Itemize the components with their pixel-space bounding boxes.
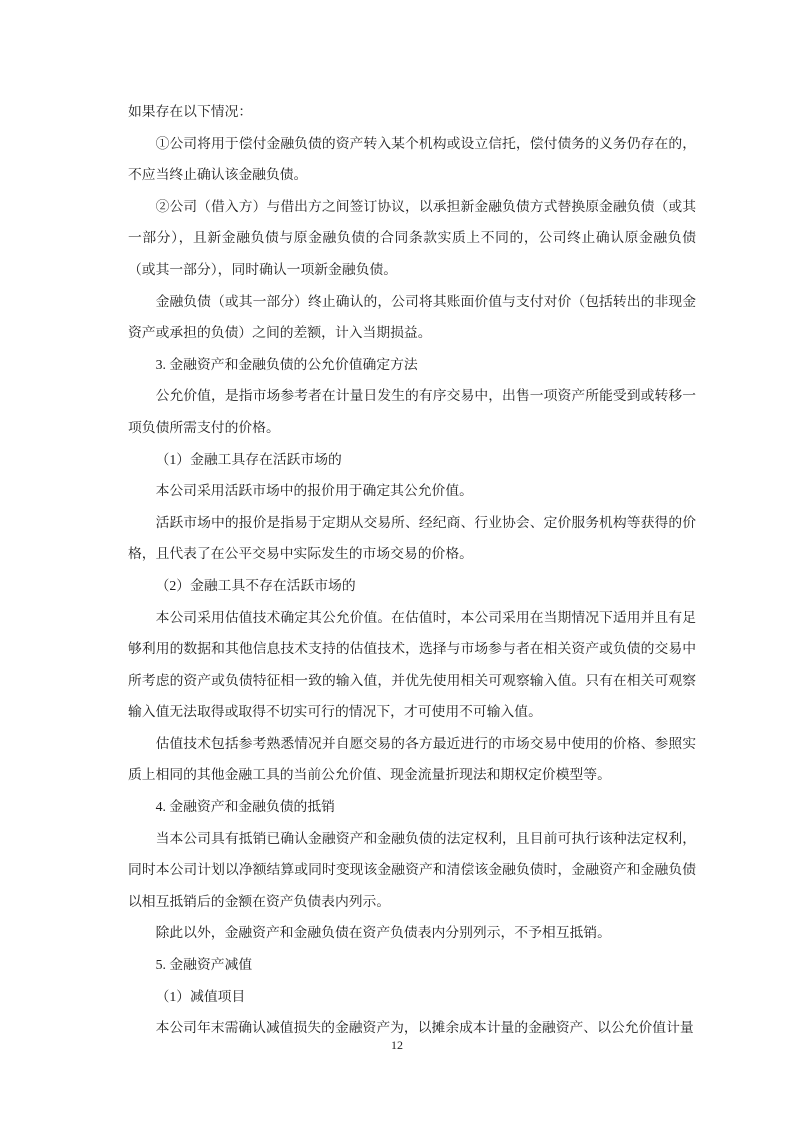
sub-heading: （2）金融工具不存在活跃市场的 [155,577,356,593]
paragraph: 本公司采用估值技术确定其公允价值。在估值时，本公司采用在当期情况下适用并且有足够利用的数据和其他信息技术支持的估值技术，选择与市场参与者在相关资产或负债的交易中所考虑的资产或负债特征相一致的输入值，并优先使用相关可观察输入值。只有在相关可观察输入值无法取得或取得不切实可行的情况下，才可使用不可输入值。 [128,609,696,720]
paragraph: 本公司采用活跃市场中的报价用于确定其公允价值。 [155,483,473,499]
paragraph: 当本公司具有抵销已确认金融资产和金融负债的法定权利，且目前可执行该种法定权利，同时本公司计划以净额结算或同时变现该金融资产和清偿该金融负债时，金融资产和金融负债以相互抵销后的金额在资产负债表内列示。 [128,830,696,909]
paragraph: 活跃市场中的报价是指易于定期从交易所、经纪商、行业协会、定价服务机构等获得的价格，且代表了在公平交易中实际发生的市场交易的价格。 [128,514,696,562]
paragraph: 除此以外，金融资产和金融负债在资产负债表内分别列示，不予相互抵销。 [155,925,611,941]
paragraph: 金融负债（或其一部分）终止确认的，公司将其账面价值与支付对价（包括转出的非现金资产或承担的负债）之间的差额，计入当期损益。 [128,293,696,341]
paragraph: 如果存在以下情况： [128,104,253,119]
section-heading: 4. 金融资产和金融负债的抵销 [155,799,335,815]
document-body [128,96,696,1044]
page-number: 12 [391,1038,403,1052]
paragraph: ②公司（借入方）与借出方之间签订协议，以承担新金融负债方式替换原金融负债（或其一部分），且新金融负债与原金融负债的合同条款实质上不同的，公司终止确认原金融负债（或其一部分），同时确认一项新金融负债。 [128,198,696,277]
paragraph: 本公司年末需确认减值损失的金融资产为，以摊余成本计量的金融资产、以公允价值计量 [155,1020,694,1036]
paragraph: ①公司将用于偿付金融负债的资产转入某个机构或设立信托，偿付债务的义务仍存在的，不应当终止确认该金融负债。 [128,135,696,183]
paragraph: 公允价值，是指市场参考者在计量日发生的有序交易中，出售一项资产所能受到或转移一项负债所需支付的价格。 [128,388,696,435]
sub-heading: （1）金融工具存在活跃市场的 [155,451,342,467]
sub-heading: （1）减值项目 [155,988,246,1004]
page-footer [0,1036,794,1054]
paragraph: 估值技术包括参考熟悉情况并自愿交易的各方最近进行的市场交易中使用的价格、参照实质上相同的其他金融工具的当前公允价值、现金流量折现法和期权定价模型等。 [128,735,696,783]
section-heading: 5. 金融资产减值 [155,957,253,973]
section-heading: 3. 金融资产和金融负债的公允价值确定方法 [155,356,418,372]
